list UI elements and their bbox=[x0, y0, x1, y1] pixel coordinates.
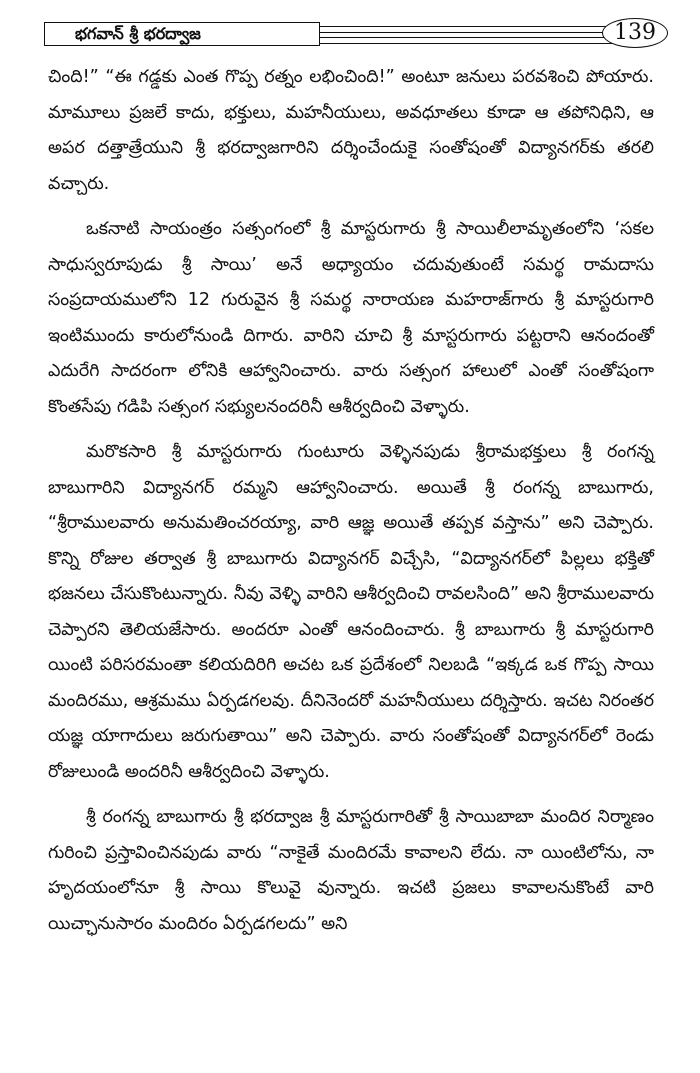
page-number: 139 bbox=[602, 18, 668, 48]
paragraph: శ్రీ రంగన్న బాబుగారు శ్రీ భరద్వాజ శ్రీ మాస్టరుగారితో శ్రీ సాయిబాబా మందిర నిర్మాణం గురించి ప్రస్తావించినపుడు వారు “నాకైతే మందిరమే కావాలని లేదు. నా యింటిలోను, నా హృదయంలోనూ శ్రీ సాయి కొలువై వున్నారు. ఇచటి ప్రజలు కావాలనుకొంటే వారి యిచ్ఛానుసారం మందిరం ఏర్పడగలదు” అని bbox=[48, 807, 654, 934]
paragraph: ఒకనాటి సాయంత్రం సత్సంగంలో శ్రీ మాస్టరుగారు శ్రీ సాయిలీలామృతంలోని ‘సకల సాధుస్వరూపుడు శ్రీ సాయి’ అనే అధ్యాయం చదువుతుంటే సమర్థ రామదాసు సంప్రదాయములోని 12 గురువైన శ్రీ సమర్థ నారాయణ మహరాజ్‌గారు శ్రీ మాస్టరుగారి ఇంటిముందు కారులోనుండి దిగారు. వారిని చూచి శ్రీ మాస్టరుగారు పట్టరాని ఆనందంతో ఎదురేగి సాదరంగా లోనికి ఆహ్వానించారు. వారు సత్సంగ హాలులో ఎంతో సంతోషంగా కొంతసేపు గడిపి సత్సంగ సభ్యులనందరినీ ఆశీర్వదించి వెళ్ళారు. bbox=[48, 219, 654, 417]
paragraph: మరొకసారి శ్రీ మాస్టరుగారు గుంటూరు వెళ్ళినపుడు శ్రీరామభక్తులు శ్రీ రంగన్న బాబుగారిని విద్యానగర్ రమ్మని ఆహ్వానించారు. అయితే శ్రీ రంగన్న బాబుగారు, “శ్రీరాములవారు అనుమతించరయ్యా, వారి ఆజ్ఞ అయితే తప్పక వస్తాను” అని చెప్పారు. కొన్ని రోజుల తర్వాత శ్రీ బాబుగారు విద్యానగర్ విచ్చేసి, “విద్యానగర్‌లో పిల్లలు భక్తితో భజనలు చేసుకొంటున్నారు. నీవు వెళ్ళి వారిని ఆశీర్వదించి రావలసింది” అని శ్రీరాములవారు చెప్పారని తెలియజేసారు. అందరూ ఎంతో ఆనందించారు. శ్రీ బాబుగారు శ్రీ మాస్టరుగారి యింటి పరిసరమంతా కలియదిరిగి అచట ఒక ప్రదేశంలో నిలబడి “ఇక్కడ ఒక గొప్ప సాయి మందిరము, ఆశ్రమము ఏర్పడగలవు. దీనినెందరో మహనీయులు దర్శిస్తారు. ఇచట నిరంతర యజ్ఞ యాగాదులు జరుగుతాయి” అని చెప్పారు. వారు సంతోషంతో విద్యానగర్‌లో రెండు రోజులుండి అందరినీ ఆశీర్వదించి వెళ్ళారు. bbox=[48, 442, 654, 782]
header-rules bbox=[320, 26, 640, 44]
page-header bbox=[44, 22, 654, 48]
running-title: భగవాన్ శ్రీ భరద్వాజ bbox=[44, 22, 320, 46]
page-body bbox=[48, 60, 654, 952]
paragraph: చింది!” “ఈ గడ్డకు ఎంత గొప్ప రత్నం లభించింది!” అంటూ జనులు పరవశించి పోయారు. మామూలు ప్రజలే కాదు, భక్తులు, మహనీయులు, అవధూతలు కూడా ఆ తపోనిధిని, ఆ అపర దత్తాత్రేయుని శ్రీ భరద్వాజగారిని దర్శించేందుకై సంతోషంతో విద్యానగర్‌కు తరలి వచ్చారు. bbox=[48, 67, 654, 194]
